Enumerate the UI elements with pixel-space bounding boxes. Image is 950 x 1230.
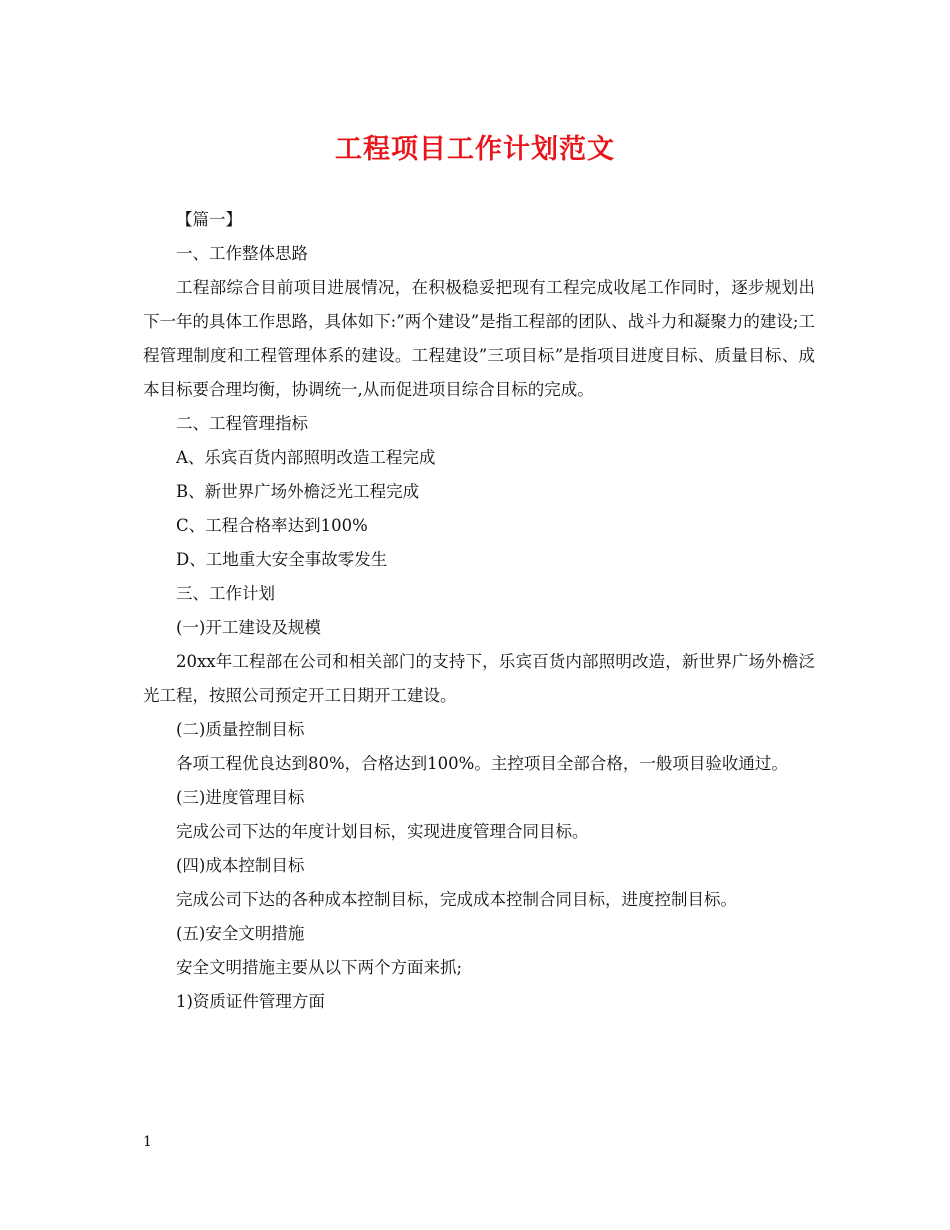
paragraph-subheading-3: (三)进度管理目标 bbox=[176, 788, 305, 807]
paragraph-item-d: D、工地重大安全事故零发生 bbox=[176, 550, 388, 569]
paragraph-heading-2: 二、工程管理指标 bbox=[176, 414, 308, 433]
paragraph-heading-1: 一、工作整体思路 bbox=[176, 244, 308, 263]
page-number: 1 bbox=[143, 1134, 152, 1150]
paragraph-subheading-2: (二)质量控制目标 bbox=[176, 720, 305, 739]
document-title: 工程项目工作计划范文 bbox=[335, 134, 615, 165]
paragraph-quality: 各项工程优良达到80%，合格达到100%。主控项目全部合格，一般项目验收通过。 bbox=[176, 754, 788, 773]
paragraph-subheading-5: (五)安全文明措施 bbox=[176, 924, 305, 943]
paragraph-section-heading: 【篇一】 bbox=[176, 210, 242, 229]
paragraph-item-b: B、新世界广场外檐泛光工程完成 bbox=[176, 482, 420, 501]
paragraph-qualification: 1)资质证件管理方面 bbox=[176, 992, 325, 1011]
paragraph-cost: 完成公司下达的各种成本控制目标，完成成本控制合同目标，进度控制目标。 bbox=[176, 890, 737, 909]
paragraph-item-c: C、工程合格率达到100% bbox=[176, 516, 368, 535]
paragraph-construction: 20xx年工程部在公司和相关部门的支持下，乐宾百货内部照明改造，新世界广场外檐泛光工程，按照公司预定开工日期开工建设。 bbox=[143, 652, 815, 705]
paragraph-subheading-1: (一)开工建设及规模 bbox=[176, 618, 321, 637]
document-body bbox=[143, 203, 815, 1019]
paragraph-progress: 完成公司下达的年度计划目标，实现进度管理合同目标。 bbox=[176, 822, 589, 841]
paragraph-safety: 安全文明措施主要从以下两个方面来抓; bbox=[176, 958, 463, 977]
paragraph-item-a: A、乐宾百货内部照明改造工程完成 bbox=[176, 448, 436, 467]
paragraph-work-approach: 工程部综合目前项目进展情况，在积极稳妥把现有工程完成收尾工作同时，逐步规划出下一年的具体工作思路，具体如下:”两个建设”是指工程部的团队、战斗力和凝聚力的建设;工程管理制度和工程管理体系的建设。工程建设”三项目标”是指项目进度目标、质量目标、成本目标要合理均衡，协调统一,从而促进项目综合目标的完成。 bbox=[143, 278, 815, 399]
paragraph-heading-3: 三、工作计划 bbox=[176, 584, 275, 603]
paragraph-subheading-4: (四)成本控制目标 bbox=[176, 856, 305, 875]
